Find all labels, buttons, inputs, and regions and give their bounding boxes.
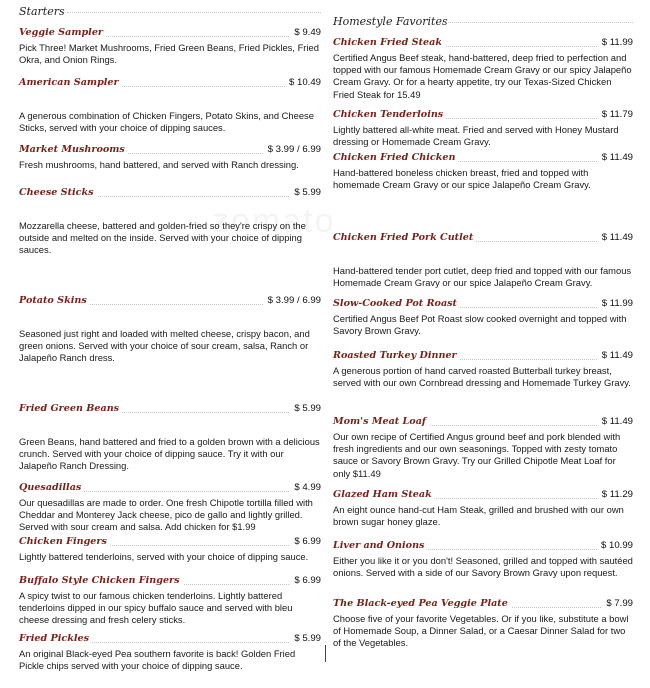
menu-item-header (333, 489, 633, 504)
menu-item-price: $ 11.99 (598, 37, 633, 48)
menu-item (333, 298, 633, 337)
menu-item-header (333, 350, 633, 365)
menu-item-name: Liver and Onions (333, 540, 427, 551)
menu-item-description: Certified Angus Beef Pot Roast slow cooked overnight and topped with Savory Brown Gravy. (333, 313, 627, 337)
menu-item-price: $ 11.49 (598, 416, 633, 427)
menu-item-name: Fried Pickles (19, 633, 92, 644)
section-title-starters: Starters (19, 5, 65, 18)
menu-item-name: American Sampler (19, 77, 122, 88)
menu-item-header (19, 27, 321, 42)
menu-item-header (333, 109, 633, 124)
menu-item-price: $ 5.99 (290, 187, 321, 198)
menu-item-description: Hand-battered tender port cutlet, deep fried and topped with our famous Homemade Cream Gravy or our spice Jalapeño Cream Gravy. (333, 265, 632, 289)
menu-item-price: $ 6.99 (290, 575, 321, 586)
menu-item-description: Either you like it or you don't! Seasoned, grilled and topped with sautéed onions. Served with a side of our Savory Brown Gravy upon request. (333, 555, 633, 579)
menu-item (19, 536, 321, 563)
menu-item (19, 144, 321, 171)
menu-item-price: $ 3.99 / 6.99 (264, 144, 321, 155)
menu-item-price: $ 9.49 (290, 27, 321, 38)
menu-item-description: Seasoned just right and loaded with melted cheese, crispy bacon, and green onions. Served with your choice of sour cream, salsa, Ranch or Jalapeño Ranch dress. (19, 328, 310, 364)
menu-item-price: $ 11.99 (598, 298, 633, 309)
menu-item-name: The Black-eyed Pea Veggie Plate (333, 598, 511, 609)
menu-item (333, 109, 633, 148)
menu-item-name: Quesadillas (19, 482, 84, 493)
menu-item (333, 350, 633, 389)
menu-item-price: $ 6.99 (290, 536, 321, 547)
section-title-homestyle-favorites: Homestyle Favorites (333, 15, 448, 28)
menu-item-header (333, 416, 633, 431)
menu-item-price: $ 3.99 / 6.99 (264, 295, 321, 306)
menu-item-name: Mom's Meat Loaf (333, 416, 429, 427)
menu-item-header (19, 295, 321, 310)
menu-item-description: Our quesadillas are made to order. One fresh Chipotle tortilla filled with Cheddar and Monterey Jack cheese, pico de gallo and lightly grilled. Served with sour cream and salsa. Add chicken for $1.99 (19, 497, 313, 533)
menu-item (333, 232, 633, 289)
menu-item-price: $ 4.99 (290, 482, 321, 493)
menu-item (19, 187, 321, 257)
menu-item-description: Fresh mushrooms, hand battered, and served with Ranch dressing. (19, 159, 299, 170)
menu-item-description: A spicy twist to our famous chicken tenderloins. Lightly battered tenderloins dipped in our spicy buffalo sauce and served with bleu cheese dressing and fresh celery sticks. (19, 590, 293, 626)
menu-item (19, 295, 321, 365)
menu-item-description: Mozzarella cheese, battered and golden-fried so they're crispy on the outside and melted on the inside. Served with your choice of dipping sauces. (19, 220, 306, 256)
menu-item-name: Market Mushrooms (19, 144, 128, 155)
menu-item-description: An eight ounce hand-cut Ham Steak, grilled and brushed with our own brown sugar honey glaze. (333, 504, 624, 528)
menu-item (333, 598, 633, 650)
menu-item (19, 27, 321, 66)
menu-item-name: Chicken Fried Steak (333, 37, 445, 48)
menu-item-name: Glazed Ham Steak (333, 489, 435, 500)
menu-item-header (19, 187, 321, 202)
menu-item-name: Chicken Fried Pork Cutlet (333, 232, 476, 243)
menu-item-description: A generous combination of Chicken Fingers, Potato Skins, and Cheese Sticks, served with your choice of dipping sauces. (19, 110, 314, 134)
menu-item-description: Certified Angus Beef steak, hand-battered, deep fried to perfection and topped with our famous Homemade Cream Gravy or our spicy Jalapeño Cream Gravy. Or for a hearty appetite, try our Texas-Sized Chicken Fried Steak for 15.49 (333, 52, 632, 100)
section-divider (438, 22, 633, 23)
menu-item-description: Lightly battered tenderloins, served with your choice of dipping sauce. (19, 551, 309, 562)
menu-item-header (333, 540, 633, 555)
menu-item-header (333, 232, 633, 247)
menu-item-name: Chicken Tenderloins (333, 109, 446, 120)
menu-item (19, 77, 321, 134)
menu-item-description: Pick Three! Market Mushrooms, Fried Green Beans, Fried Pickles, Fried Okra, and Onion Rings. (19, 42, 319, 66)
menu-item-name: Cheese Sticks (19, 187, 97, 198)
menu-item-header (19, 633, 321, 648)
menu-item-description: Hand-battered boneless chicken breast, fried and topped with homemade Cream Gravy or our spice Jalapeño Cream Gravy. (333, 167, 591, 191)
menu-item (333, 489, 633, 528)
menu-item-description: Lightly battered all-white meat. Fried and served with Honey Mustard dressing or Homemade Cream Gravy. (333, 124, 619, 148)
menu-item-header (19, 575, 321, 590)
menu-item (333, 152, 633, 191)
menu-item-description: A generous portion of hand carved roasted Butterball turkey breast, served with our own Cornbread dressing and Homemade Turkey Gravy. (333, 365, 631, 389)
menu-item (333, 416, 633, 480)
menu-item-description: Green Beans, hand battered and fried to a golden brown with a delicious crunch. Served with your choice of dipping sauce. Try it with our Jalapeño Ranch Dressing. (19, 436, 320, 472)
menu-item-price: $ 11.49 (598, 350, 633, 361)
menu-item-header (333, 152, 633, 167)
menu-item-header (19, 482, 321, 497)
text-cursor (325, 645, 326, 662)
menu-item-header (19, 144, 321, 159)
menu-item-name: Fried Green Beans (19, 403, 122, 414)
menu-item-price: $ 5.99 (290, 403, 321, 414)
menu-item (19, 482, 321, 534)
menu-item-name: Roasted Turkey Dinner (333, 350, 460, 361)
menu-item-name: Veggie Sampler (19, 27, 106, 38)
menu-item-header (19, 536, 321, 551)
menu-item-price: $ 7.99 (602, 598, 633, 609)
menu-item-price: $ 11.49 (598, 152, 633, 163)
menu-item-description: Our own recipe of Certified Angus ground beef and pork blended with fresh ingredients and our own seasonings. Topped with zesty tomato sauce or Savory Brown Gravy. Try our Grilled Chipotle Meat Loaf for only $11.49 (333, 431, 621, 479)
menu-item-price: $ 5.99 (290, 633, 321, 644)
menu-item (333, 37, 633, 101)
menu-item (333, 540, 633, 579)
menu-item-description: An original Black-eyed Pea southern favorite is back! Golden Fried Pickle chips served with your choice of dipping sauce. (19, 648, 296, 672)
menu-item-name: Chicken Fried Chicken (333, 152, 458, 163)
menu-item-price: $ 11.49 (598, 232, 633, 243)
menu-item-header (333, 298, 633, 313)
menu-item (19, 403, 321, 473)
menu-item-name: Chicken Fingers (19, 536, 110, 547)
menu-item-header (19, 77, 321, 92)
menu-item (19, 633, 321, 672)
menu-item-price: $ 10.99 (597, 540, 633, 551)
menu-item-name: Potato Skins (19, 295, 90, 306)
menu-item-header (19, 403, 321, 418)
menu-item-price: $ 11.29 (598, 489, 633, 500)
menu-item-name: Buffalo Style Chicken Fingers (19, 575, 183, 586)
menu-item-price: $ 10.49 (285, 77, 321, 88)
menu-item-name: Slow-Cooked Pot Roast (333, 298, 460, 309)
menu-item-header (333, 37, 633, 52)
menu-item-description: Choose five of your favorite Vegetables. Or if you like, substitute a bowl of Homemade Soup, a Dinner Salad, or a Caesar Dinner Salad for two of the Vegetables. (333, 613, 629, 649)
menu-item-price: $ 11.79 (598, 109, 633, 120)
menu-item-header (333, 598, 633, 613)
menu-item (19, 575, 321, 627)
section-divider (67, 12, 321, 13)
